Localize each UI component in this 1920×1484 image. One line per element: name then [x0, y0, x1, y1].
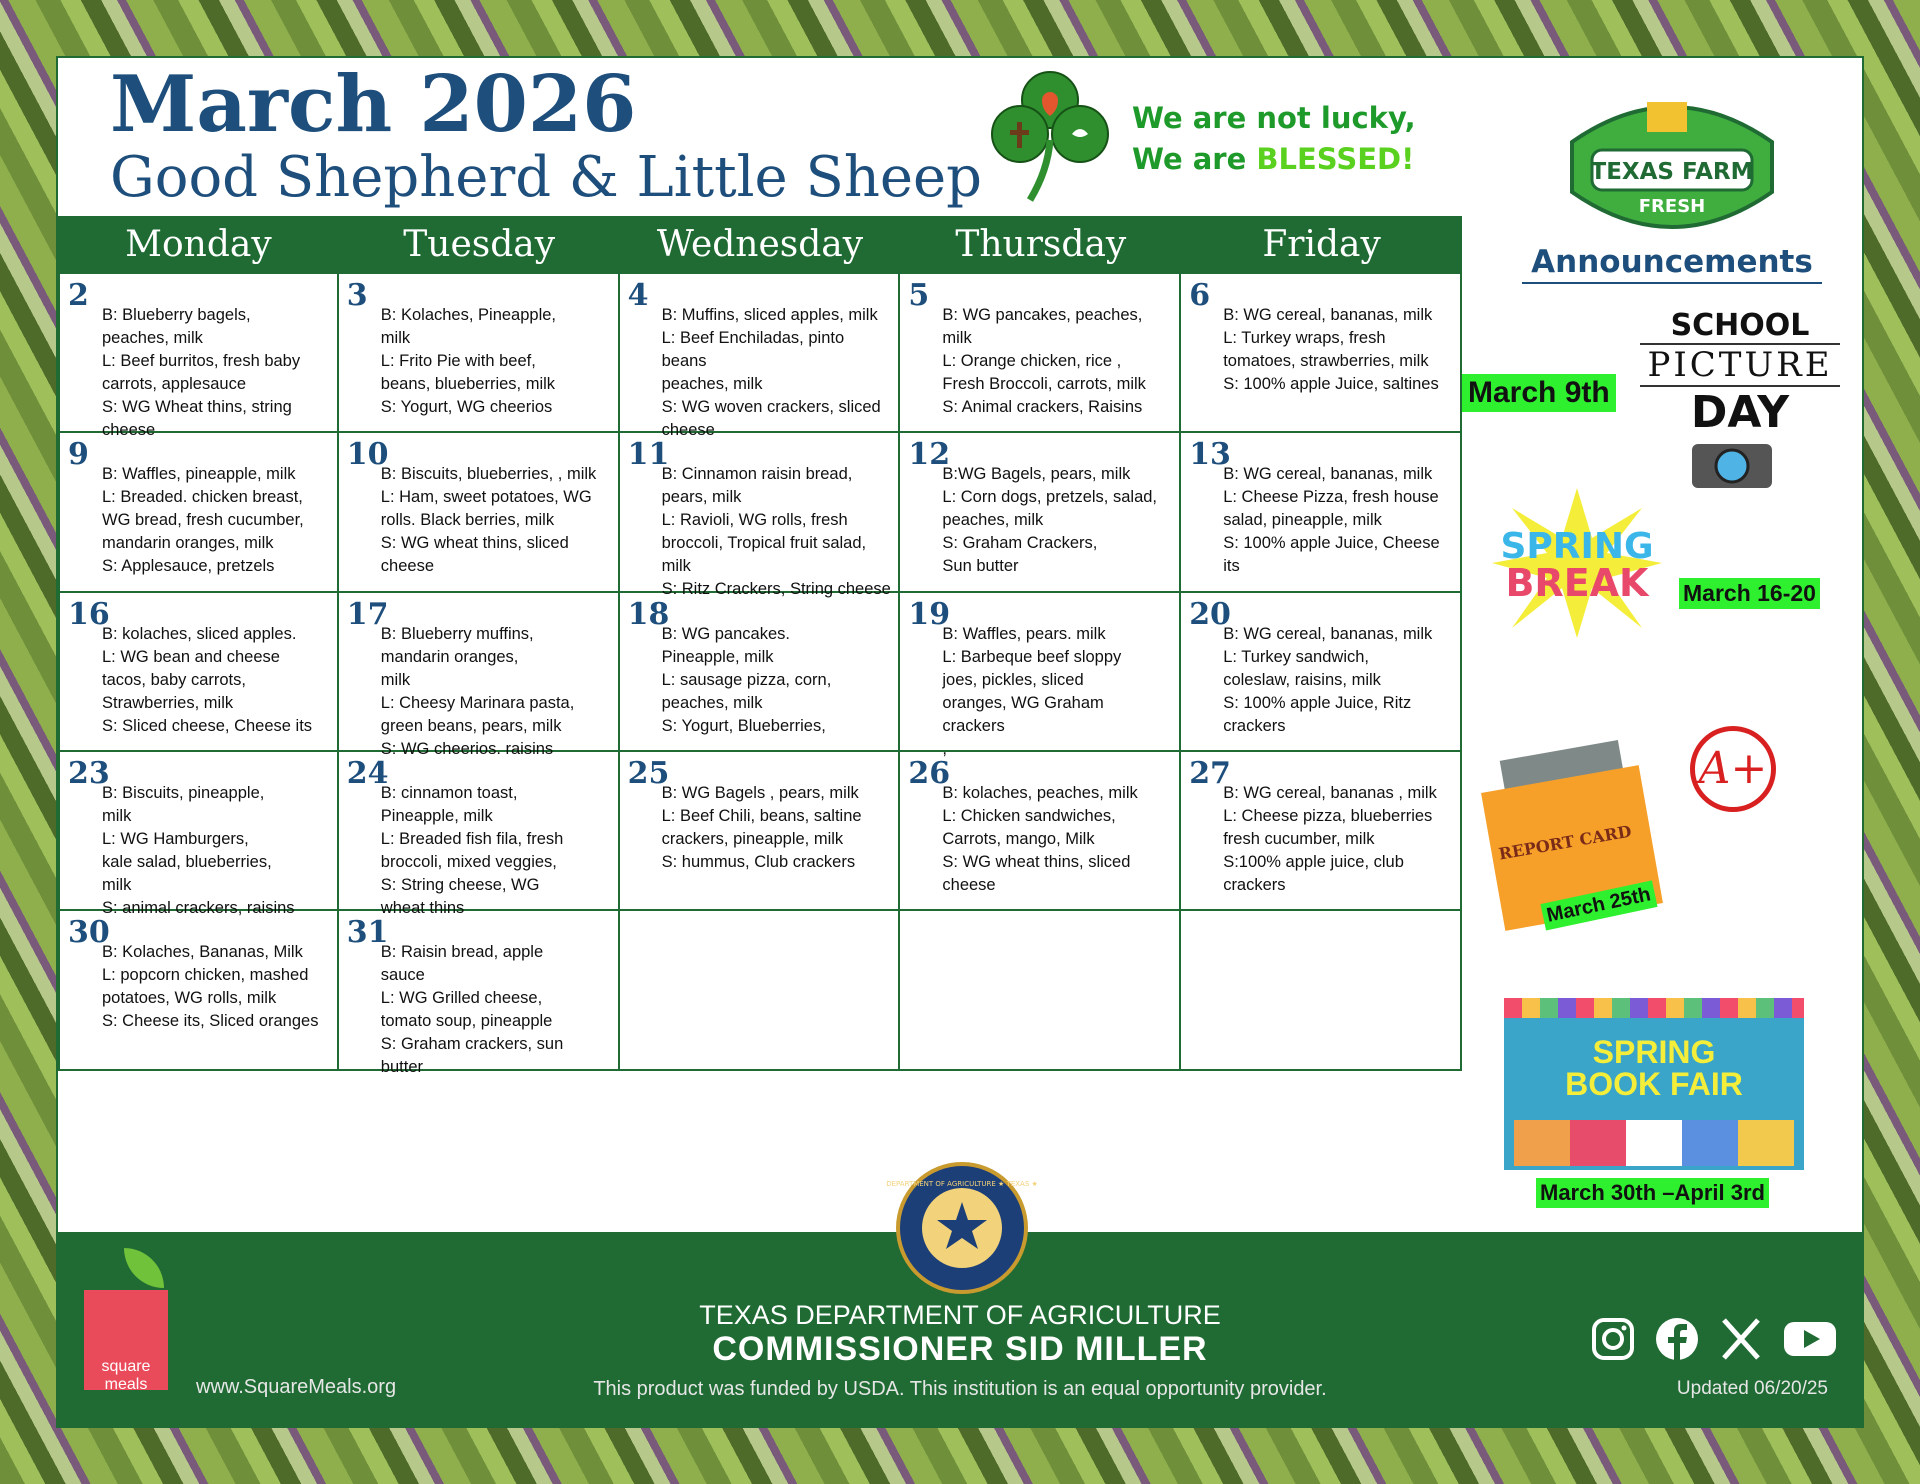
day-cell [339, 274, 620, 433]
day-cell [900, 433, 1181, 592]
day-cell [58, 433, 339, 592]
square-meals-link[interactable]: www.SquareMeals.org [196, 1376, 397, 1398]
announcements-panel [1462, 58, 1862, 1230]
day-number: 4 [627, 278, 649, 313]
motto [1132, 98, 1416, 180]
day-cell [620, 274, 901, 439]
picture-day-line-2: PICTURE [1640, 343, 1840, 387]
tda-line-1: TEXAS DEPARTMENT OF AGRICULTURE [699, 1300, 1221, 1330]
weekday-monday: Monday [125, 224, 272, 265]
day-number: 24 [346, 755, 389, 791]
announcements-title: Announcements [1522, 244, 1822, 284]
updated-date: Updated 06/20/25 [1676, 1378, 1828, 1399]
day-cell [1181, 593, 1462, 752]
day-menu: B: WG pancakes, peaches, milk L: Orange chicken, rice , Fresh Broccoli, carrots, milk S: Animal crackers, Raisins [942, 306, 1146, 416]
day-number: 27 [1189, 755, 1231, 791]
seal-text: DEPARTMENT OF AGRICULTURE ★ TEXAS ★ [886, 1180, 1038, 1188]
day-cell [1181, 911, 1462, 1070]
report-card-date: March 25th [1540, 880, 1657, 930]
book-fair-date: March 30th –April 3rd [1536, 1178, 1769, 1208]
spring-break-date: March 16-20 [1679, 578, 1820, 609]
day-cell [900, 911, 1181, 1070]
day-cell [58, 911, 339, 1070]
day-menu: B: Raisin bread, apple sauce L: WG Grilled cheese, tomato soup, pineapple S: Graham crackers, sun butter [380, 943, 564, 1077]
day-cell [620, 911, 901, 1070]
day-menu: B: cinnamon toast, Pineapple, milk L: Breaded fish fila, fresh broccoli, mixed veggies, S: String cheese, WG wheat thins [380, 783, 564, 917]
tff-line-1: TEXAS FARM [1590, 159, 1754, 185]
day-number: 3 [346, 278, 368, 313]
day-menu: B: Waffles, pineapple, milk L: Breaded. chicken breast, WG bread, fresh cucumber, mandarin oranges, milk S: Applesauce, pretzels [102, 465, 304, 576]
facebook-icon[interactable] [1654, 1316, 1700, 1362]
day-cell [900, 752, 1181, 911]
day-number: 9 [68, 437, 89, 473]
day-cell [620, 752, 901, 911]
day-menu: B: kolaches, sliced apples. L: WG bean and cheese tacos, baby carrots, Strawberries, milk S: Sliced cheese, Cheese its [102, 624, 313, 735]
day-number: 12 [908, 437, 951, 473]
day-menu: B: Blueberry bagels, peaches, milk L: Beef burritos, fresh baby carrots, applesauce S: WG Wheat thins, string cheese [102, 306, 301, 439]
camera-icon [1690, 436, 1774, 490]
day-number: 2 [68, 278, 89, 313]
texas-agriculture-seal [886, 1162, 1038, 1294]
day-number: 26 [908, 755, 951, 791]
day-menu: B: Biscuits, pineapple, milk L: WG Hamburgers, kale salad, blueberries, milk S: animal crackers, raisins [102, 783, 295, 917]
day-cell [1181, 433, 1462, 592]
day-number: 25 [627, 755, 670, 791]
day-menu: B: WG pancakes. Pineapple, milk L: sausage pizza, corn, peaches, milk S: Yogurt, Blueberries, [661, 624, 832, 735]
day-cell [900, 593, 1181, 758]
leaf-icon [124, 1248, 164, 1288]
day-number: 31 [346, 915, 389, 951]
page-subtitle: Good Shepherd & Little Sheep [110, 145, 983, 210]
day-cell [620, 433, 901, 599]
day-number: 11 [627, 437, 670, 473]
motto-line-2 [1132, 139, 1416, 180]
seal-star-icon [886, 1166, 1038, 1290]
day-menu: B: Kolaches, Pineapple, milk L: Frito Pie with beef, beans, blueberries, milk S: Yogurt, WG cheerios [380, 306, 556, 416]
instagram-icon[interactable] [1590, 1316, 1636, 1362]
calendar-grid [58, 274, 1462, 1230]
day-cell [620, 593, 901, 752]
report-card-label: REPORT CARD [1497, 821, 1633, 864]
day-menu: B: Biscuits, blueberries, , milk L: Ham, sweet potatoes, WG rolls. Black berries, milk S: WG wheat thins, sliced cheese [380, 465, 597, 576]
bunting-decoration [1504, 998, 1804, 1018]
day-number: 23 [68, 755, 110, 791]
day-cell [1181, 752, 1462, 911]
youtube-icon[interactable] [1782, 1316, 1828, 1362]
tda-line-2: COMMISSIONER SID MILLER [712, 1330, 1208, 1368]
day-menu: B: Blueberry muffins, mandarin oranges, milk L: Cheesy Marinara pasta, green beans, pears, milk S: WG cheerios. raisins [380, 624, 575, 758]
day-cell [58, 752, 339, 917]
shamrock-icon [990, 70, 1110, 205]
weekday-header [58, 216, 1462, 274]
day-menu: B: kolaches, peaches, milk L: Chicken sandwiches, Carrots, mango, Milk S: WG wheat thins, sliced cheese [942, 783, 1138, 894]
square-meals-label: square meals [101, 1358, 151, 1393]
day-cell [339, 752, 620, 917]
motto-blessed: BLESSED! [1256, 142, 1415, 176]
day-menu: B: Kolaches, Bananas, Milk L: popcorn chicken, mashed potatoes, WG rolls, milk S: Cheese its, Sliced oranges [102, 943, 319, 1031]
weekday-tuesday: Tuesday [403, 224, 556, 265]
day-number: 10 [346, 437, 389, 473]
day-cell [339, 593, 620, 758]
social-links [1590, 1316, 1828, 1362]
day-cell [339, 911, 620, 1077]
usda-disclaimer: This product was funded by USDA. This institution is an equal opportunity provider. [593, 1378, 1327, 1400]
day-number: 17 [346, 596, 389, 632]
book-fair-line-2: BOOK FAIR [1565, 1066, 1743, 1102]
weekday-thursday: Thursday [955, 224, 1127, 265]
day-number: 20 [1189, 596, 1231, 632]
day-number: 19 [908, 596, 951, 632]
day-cell [58, 593, 339, 752]
motto-line-1: We are not lucky, [1132, 101, 1416, 135]
day-menu: B: Waffles, pears. milk L: Barbeque beef sloppy joes, pickles, sliced oranges, WG Graham crackers , [942, 624, 1122, 758]
day-menu: B: WG cereal, bananas , milk L: Cheese pizza, blueberries fresh cucumber, milk S:100% apple juice, club crackers [1223, 783, 1437, 894]
spring-break-burst [1492, 488, 1662, 638]
picture-day-line-3: DAY [1690, 387, 1790, 438]
x-icon[interactable] [1718, 1316, 1764, 1362]
day-number: 16 [68, 596, 110, 632]
day-cell [58, 274, 339, 439]
book-fair-line-1: SPRING [1592, 1034, 1716, 1070]
picture-day-badge [1640, 308, 1840, 438]
page-title: March 2026 [110, 59, 637, 150]
day-menu: B: WG cereal, bananas, milk L: Turkey wraps, fresh tomatoes, strawberries, milk S: 100% apple Juice, saltines [1223, 306, 1439, 393]
weekday-friday: Friday [1262, 224, 1381, 265]
book-fair-banner [1504, 998, 1804, 1170]
day-menu: B:WG Bagels, pears, milk L: Corn dogs, pretzels, salad, peaches, milk S: Graham Crackers, Sun butter [942, 465, 1158, 576]
grade-a-plus-icon: A+ [1690, 726, 1776, 812]
picture-day-line-1: SCHOOL [1670, 308, 1810, 343]
day-number: 30 [68, 915, 110, 951]
books-illustration [1514, 1120, 1794, 1166]
day-cell [339, 433, 620, 592]
day-number: 5 [908, 278, 930, 313]
day-cell [900, 274, 1181, 433]
day-menu: B: Cinnamon raisin bread, pears, milk L: Ravioli, WG rolls, fresh broccoli, Tropical fruit salad, milk S: Ritz Crackers, String cheese [661, 465, 891, 599]
day-number: 13 [1189, 437, 1231, 473]
picture-day-date: March 9th [1462, 374, 1616, 412]
day-menu: B: Muffins, sliced apples, milk L: Beef Enchiladas, pinto beans peaches, milk S: WG woven crackers, sliced cheese [661, 306, 881, 439]
day-number: 18 [627, 596, 670, 632]
day-number: 6 [1189, 278, 1211, 313]
book-fair-title [1504, 1036, 1804, 1100]
texas-farm-fresh-logo [1552, 72, 1792, 262]
tff-line-2: FRESH [1638, 196, 1706, 217]
day-menu: B: WG cereal, bananas, milk L: Turkey sandwich, coleslaw, raisins, milk S: 100% apple Juice, Ritz crackers [1223, 624, 1433, 735]
spring-break-line-2: BREAK [1505, 561, 1649, 605]
day-menu: B: WG Bagels , pears, milk L: Beef Chili, beans, saltine crackers, pineapple, milk S: hummus, Club crackers [661, 783, 862, 871]
motto-line-2-start: We are [1132, 142, 1257, 176]
day-cell [1181, 274, 1462, 433]
weekday-wednesday: Wednesday [656, 224, 864, 265]
day-menu: B: WG cereal, bananas, milk L: Cheese Pizza, fresh house salad, pineapple, milk S: 100% apple Juice, Cheese its [1223, 465, 1440, 576]
spring-break-line-1: SPRING [1500, 526, 1654, 567]
